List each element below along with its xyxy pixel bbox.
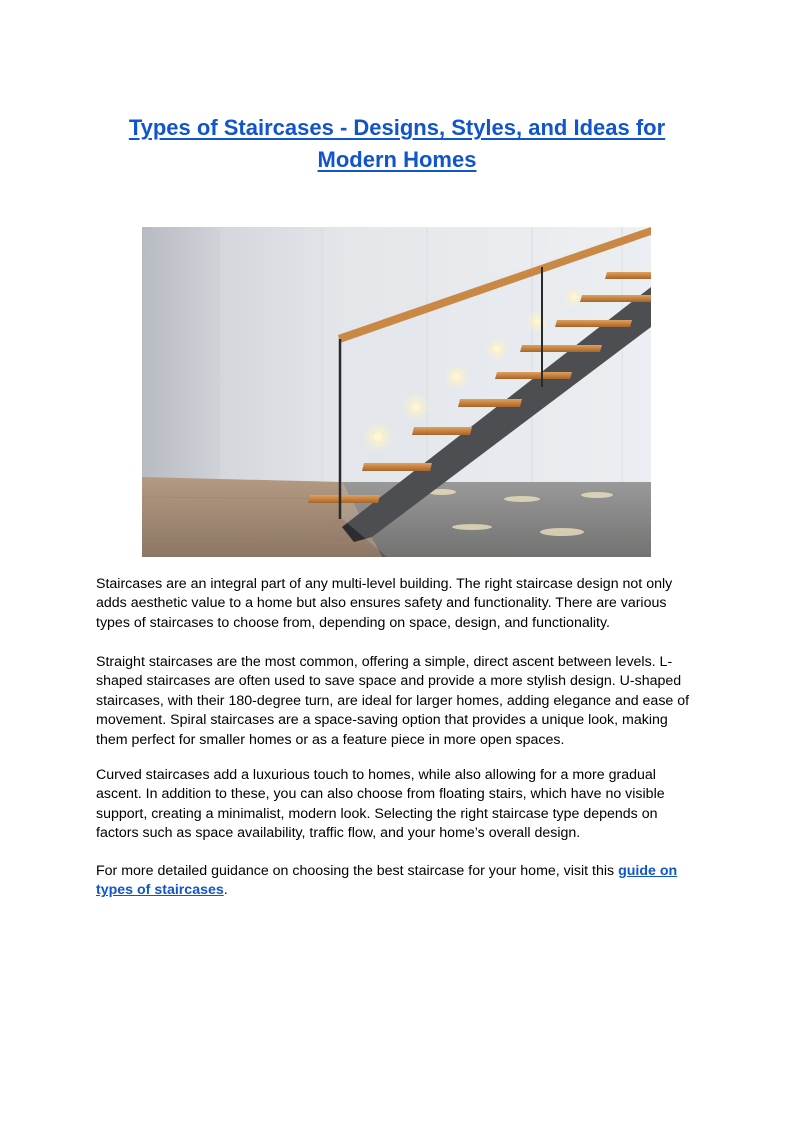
paragraph-2-text: Straight staircases are the most common, offering a simple, direct ascent between levels. L-shaped staircases are often used to save space and provide a more stylish design. U-shaped staircases, with their 180-degree turn, are ideal for larger homes, adding elegance and ease of movement. Spiral staircases are a space-saving option that provides a unique look, making them perfect for smaller homes or as a feature piece in more open spaces. — [96, 654, 690, 748]
paragraph-1-text: Staircases are an integral part of any multi-level building. The right staircase design not only adds aesthetic value to a home but also ensures safety and functionality. There are various types of staircases to choose from, depending on space, design, and functionality. — [96, 576, 673, 631]
closing-text: For more detailed guidance on choosing the best staircase for your home, visit this — [96, 863, 619, 879]
staircase-illustration — [142, 227, 651, 557]
title-line-1: Types of Staircases - Designs, Styles, and Ideas for — [128, 115, 666, 140]
paragraph-closing — [96, 862, 700, 901]
guide-link[interactable]: guide on types of staircases — [96, 863, 678, 899]
title-link[interactable] — [129, 115, 665, 172]
paragraph-curved — [96, 766, 700, 844]
closing-period: . — [223, 882, 228, 899]
paragraph-intro — [96, 575, 700, 633]
paragraph-types — [96, 653, 700, 750]
page-title — [96, 112, 698, 176]
staircase-photo — [142, 227, 651, 557]
paragraph-3-text: Curved staircases add a luxurious touch to homes, while also allowing for a more gradual ascent. In addition to these, you can also choose from floating stairs, which have no visible support, creating a minimalist, modern look. Selecting the right staircase type depends on factors such as space availability, traffic flow, and your home’s overall design. — [96, 767, 665, 842]
paragraph-4 — [96, 862, 700, 901]
title-line-2: Modern Homes — [317, 147, 477, 172]
